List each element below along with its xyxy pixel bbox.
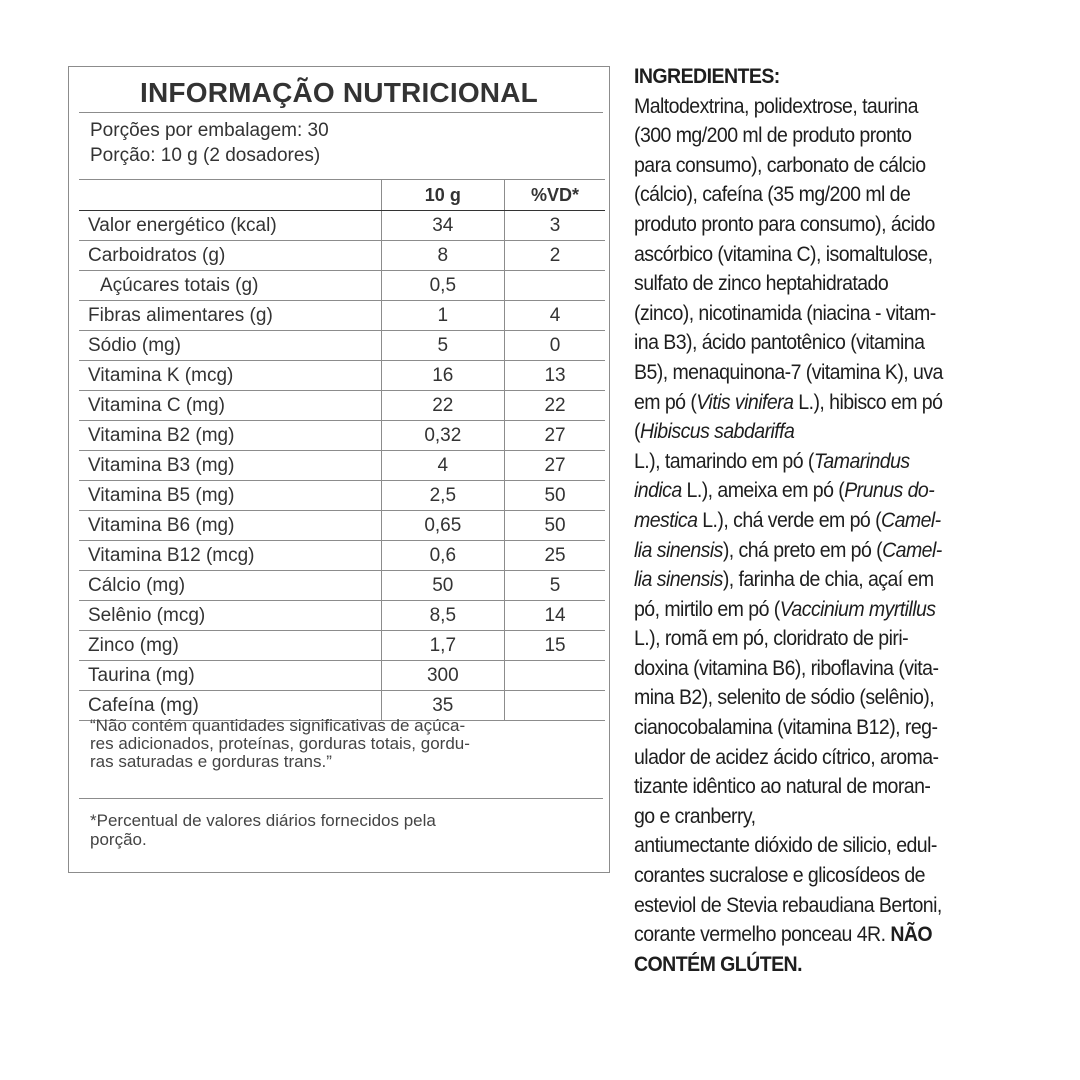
table-row xyxy=(79,631,605,661)
nutrient-label: Vitamina B5 (mg) xyxy=(79,481,381,511)
nutrient-amount: 1,7 xyxy=(381,631,505,661)
nutrient-daily-value: 15 xyxy=(505,631,605,661)
ingredients-line xyxy=(634,950,1025,980)
nutrition-title: INFORMAÇÃO NUTRICIONAL xyxy=(140,77,538,108)
text-segment: ( xyxy=(634,420,640,444)
nutrient-amount: 8,5 xyxy=(381,601,505,631)
ingredients-line xyxy=(634,831,1025,861)
scientific-name: Prunus do- xyxy=(844,479,935,503)
nutrient-label: Taurina (mg) xyxy=(79,661,381,691)
ingredients-line xyxy=(634,802,1025,832)
text-segment: ), farinha de chia, açaí em xyxy=(722,568,934,592)
text-segment: produto pronto para consumo), ácido xyxy=(634,212,935,236)
note-line: ras saturadas e gorduras trans.” xyxy=(90,752,332,771)
nutrient-amount: 35 xyxy=(381,691,505,721)
daily-value-footnote xyxy=(90,811,550,849)
ingredients-line xyxy=(634,417,1025,447)
nutrient-amount: 16 xyxy=(381,361,505,391)
scientific-name: lia sinensis xyxy=(634,538,723,562)
nutrient-amount: 0,32 xyxy=(381,421,505,451)
text-segment: pó, mirtilo em pó ( xyxy=(634,597,780,621)
text-segment: ina B3), ácido pantotênico (vitamina xyxy=(634,331,925,355)
column-header-nutrient xyxy=(79,180,381,211)
nutrient-label: Selênio (mcg) xyxy=(79,601,381,631)
ingredients-line xyxy=(634,447,1025,477)
nutrient-amount: 300 xyxy=(381,661,505,691)
nutrient-amount: 22 xyxy=(381,391,505,421)
ingredients-text xyxy=(634,92,1025,980)
text-segment: L.), romã em pó, cloridrato de piri- xyxy=(634,627,909,651)
nutrient-daily-value xyxy=(505,271,605,301)
nutrient-daily-value: 2 xyxy=(505,241,605,271)
text-segment: corantes sucralose e glicosídeos de xyxy=(634,864,925,888)
nutrient-daily-value: 14 xyxy=(505,601,605,631)
text-segment: tizante idêntico ao natural de moran- xyxy=(634,775,931,799)
text-segment: L.), chá verde em pó ( xyxy=(697,508,882,532)
nutrient-daily-value: 50 xyxy=(505,511,605,541)
ingredients-line xyxy=(634,683,1025,713)
nutrient-daily-value xyxy=(505,661,605,691)
nutrient-label: Vitamina B6 (mg) xyxy=(79,511,381,541)
table-row xyxy=(79,211,605,241)
table-row xyxy=(79,271,605,301)
table-row xyxy=(79,541,605,571)
table-row xyxy=(79,481,605,511)
table-row xyxy=(79,421,605,451)
nutrient-label: Vitamina B3 (mg) xyxy=(79,451,381,481)
nutrition-facts-panel xyxy=(68,66,610,873)
table-row xyxy=(79,301,605,331)
scientific-name: lia sinensis xyxy=(634,568,723,592)
nutrient-amount: 1 xyxy=(381,301,505,331)
text-segment: mina B2), selenito de sódio (selênio), xyxy=(634,686,935,710)
text-segment: ascórbico (vitamina C), isomaltulose, xyxy=(634,242,933,266)
nutrient-label: Vitamina B12 (mcg) xyxy=(79,541,381,571)
scientific-name: Camel- xyxy=(882,538,942,562)
nutrient-daily-value xyxy=(505,691,605,721)
ingredients-line xyxy=(634,299,1025,329)
nutrient-daily-value: 13 xyxy=(505,361,605,391)
table-row xyxy=(79,331,605,361)
nutrient-label: Carboidratos (g) xyxy=(79,241,381,271)
table-row xyxy=(79,361,605,391)
ingredients-line xyxy=(634,565,1025,595)
text-segment: cianocobalamina (vitamina B12), reg- xyxy=(634,716,938,740)
scientific-name: Tamarindus xyxy=(813,449,910,473)
nutrient-label: Zinco (mg) xyxy=(79,631,381,661)
text-segment: B5), menaquinona-7 (vitamina K), uva xyxy=(634,360,943,384)
ingredients-line xyxy=(634,624,1025,654)
text-segment: para consumo), carbonato de cálcio xyxy=(634,153,926,177)
nutrient-amount: 50 xyxy=(381,571,505,601)
scientific-name: mestica xyxy=(634,508,698,532)
nutrient-amount: 4 xyxy=(381,451,505,481)
text-segment: go e cranberry, xyxy=(634,804,756,828)
ingredients-line xyxy=(634,269,1025,299)
table-row xyxy=(79,451,605,481)
ingredients-line xyxy=(634,358,1025,388)
nutrient-amount: 0,65 xyxy=(381,511,505,541)
text-segment: ulador de acidez ácido cítrico, aroma- xyxy=(634,745,939,769)
text-segment: (cálcio), cafeína (35 mg/200 ml de xyxy=(634,183,911,207)
nutrient-daily-value: 27 xyxy=(505,451,605,481)
ingredients-line xyxy=(634,506,1025,536)
text-segment: (300 mg/200 ml de produto pronto xyxy=(634,124,912,148)
nutrient-amount: 5 xyxy=(381,331,505,361)
nutrient-label: Cafeína (mg) xyxy=(79,691,381,721)
serving-size: Porção: 10 g (2 dosadores) xyxy=(90,145,321,166)
text-segment: em pó ( xyxy=(634,390,697,414)
nutrient-daily-value: 4 xyxy=(505,301,605,331)
nutrient-daily-value: 5 xyxy=(505,571,605,601)
nutrient-label: Vitamina B2 (mg) xyxy=(79,421,381,451)
nutrient-label: Fibras alimentares (g) xyxy=(79,301,381,331)
table-row xyxy=(79,571,605,601)
scientific-name: indica xyxy=(634,479,682,503)
bold-text: NÃO xyxy=(890,923,933,947)
text-segment: sulfato de zinco heptahidratado xyxy=(634,272,889,296)
table-row xyxy=(79,511,605,541)
ingredients-line xyxy=(634,151,1025,181)
ingredients-line xyxy=(634,595,1025,625)
title-divider xyxy=(79,112,603,113)
ingredients-line xyxy=(634,328,1025,358)
ingredients-line xyxy=(634,920,1025,950)
table-row xyxy=(79,601,605,631)
column-header-amount: 10 g xyxy=(381,180,505,211)
ingredients-line xyxy=(634,240,1025,270)
ingredients-line xyxy=(634,743,1025,773)
ingredients-line xyxy=(634,476,1025,506)
ingredients-line xyxy=(634,92,1025,122)
table-row xyxy=(79,391,605,421)
nutrient-daily-value: 27 xyxy=(505,421,605,451)
nutrient-amount: 2,5 xyxy=(381,481,505,511)
not-significant-note xyxy=(90,717,550,771)
nutrient-amount: 34 xyxy=(381,211,505,241)
text-segment: doxina (vitamina B6), riboflavina (vita- xyxy=(634,656,939,680)
text-segment: L.), ameixa em pó ( xyxy=(681,479,845,503)
ingredients-line xyxy=(634,713,1025,743)
ingredients-line xyxy=(634,210,1025,240)
nutrient-label: Cálcio (mg) xyxy=(79,571,381,601)
table-row xyxy=(79,661,605,691)
ingredients-line xyxy=(634,121,1025,151)
scientific-name: Vaccinium myrtillus xyxy=(779,597,936,621)
ingredients-line xyxy=(634,772,1025,802)
text-segment: L.), tamarindo em pó ( xyxy=(634,449,814,473)
column-header-daily-value: %VD* xyxy=(505,180,605,211)
nutrient-amount: 0,6 xyxy=(381,541,505,571)
table-header-row xyxy=(79,180,605,211)
nutrient-label: Sódio (mg) xyxy=(79,331,381,361)
nutrient-label: Vitamina C (mg) xyxy=(79,391,381,421)
text-segment: antiumectante dióxido de silicio, edul- xyxy=(634,834,937,858)
note-line: res adicionados, proteínas, gorduras totais, gordu- xyxy=(90,734,470,753)
nutrient-daily-value: 0 xyxy=(505,331,605,361)
ingredients-line xyxy=(634,388,1025,418)
footnote-line: porção. xyxy=(90,830,147,849)
table-row xyxy=(79,241,605,271)
text-segment: ), chá preto em pó ( xyxy=(722,538,883,562)
footnote-line: *Percentual de valores diários fornecidos pela xyxy=(90,811,436,830)
nutrition-table xyxy=(79,179,605,721)
ingredients-line xyxy=(634,536,1025,566)
nutrient-amount: 0,5 xyxy=(381,271,505,301)
text-segment: Maltodextrina, polidextrose, taurina xyxy=(634,94,918,118)
nutrient-amount: 8 xyxy=(381,241,505,271)
text-segment: corante vermelho ponceau 4R. xyxy=(634,923,891,947)
ingredients-line xyxy=(634,891,1025,921)
servings-per-package: Porções por embalagem: 30 xyxy=(90,120,329,141)
footnote-divider xyxy=(79,798,603,799)
text-segment: L.), hibisco em pó xyxy=(793,390,943,414)
nutrient-daily-value: 22 xyxy=(505,391,605,421)
ingredients-line xyxy=(634,654,1025,684)
nutrient-daily-value: 3 xyxy=(505,211,605,241)
ingredients-heading: INGREDIENTES: xyxy=(634,65,780,88)
nutrient-label: Valor energético (kcal) xyxy=(79,211,381,241)
note-line: “Não contém quantidades significativas de açúca- xyxy=(90,716,466,735)
text-segment: esteviol de Stevia rebaudiana Bertoni, xyxy=(634,893,942,917)
text-segment: (zinco), nicotinamida (niacina - vitam- xyxy=(634,301,936,325)
scientific-name: Vitis vinifera xyxy=(696,390,794,414)
bold-text: CONTÉM GLÚTEN. xyxy=(634,952,802,976)
nutrient-label: Açúcares totais (g) xyxy=(79,271,381,301)
scientific-name: Hibiscus sabdariffa xyxy=(639,420,795,444)
scientific-name: Camel- xyxy=(881,508,941,532)
ingredients-block xyxy=(634,62,1025,979)
nutrient-daily-value: 50 xyxy=(505,481,605,511)
nutrient-label: Vitamina K (mcg) xyxy=(79,361,381,391)
ingredients-line xyxy=(634,180,1025,210)
nutrient-daily-value: 25 xyxy=(505,541,605,571)
ingredients-line xyxy=(634,861,1025,891)
